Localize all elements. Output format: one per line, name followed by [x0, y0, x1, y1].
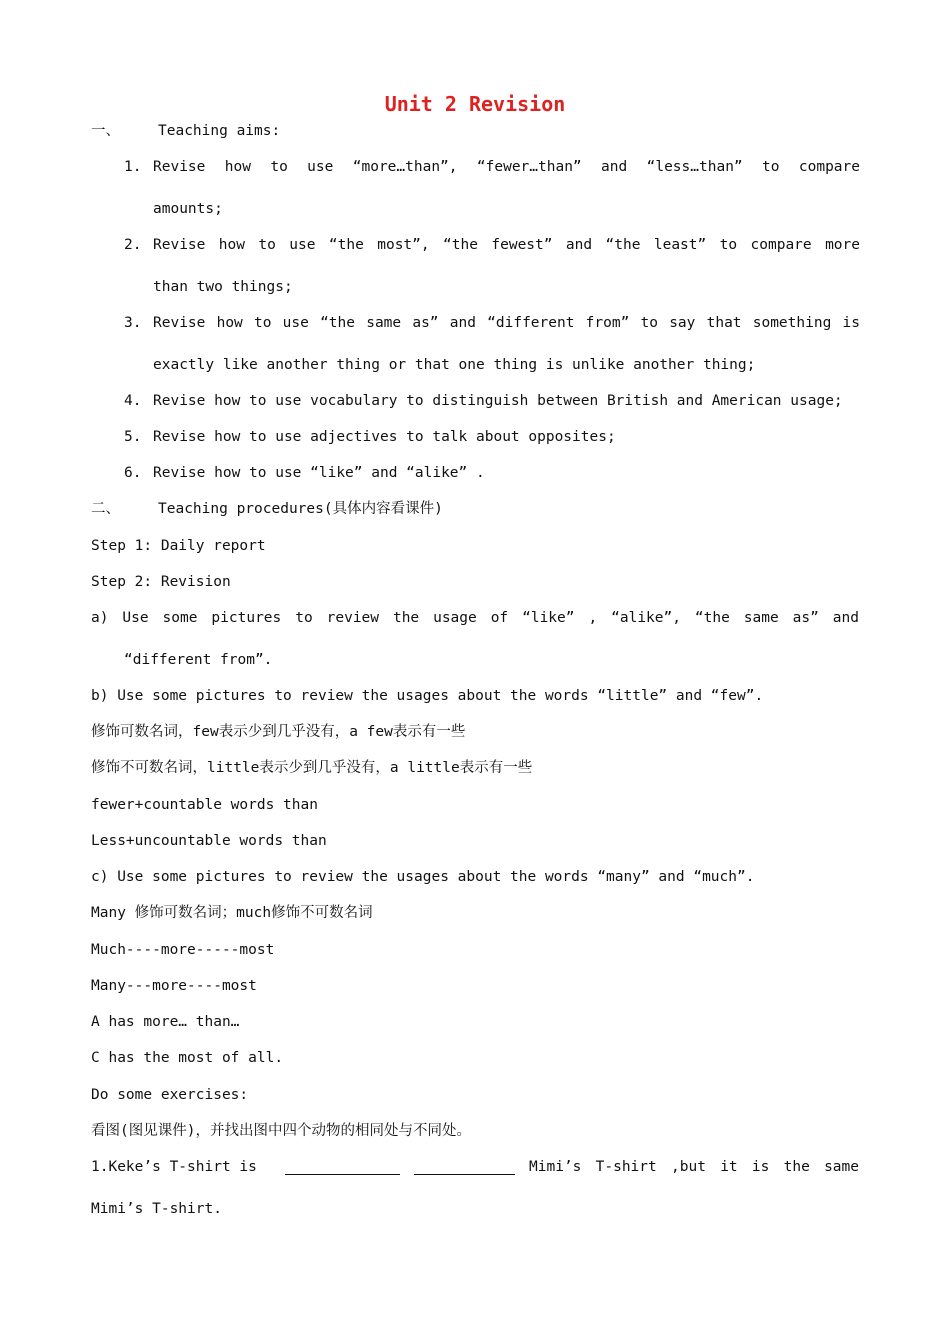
note-little: 修饰不可数名词，little表示少到几乎没有，a little表示有一些 — [91, 760, 533, 776]
aim-text: Revise how to use “like” and “alike” . — [153, 465, 485, 481]
section-1-number: 一、 — [91, 123, 120, 139]
aim-text: Revise how to use “the most”, “the fewest” and “the least” to compare more — [153, 237, 860, 253]
aim-number: 5. — [124, 429, 142, 445]
aim-text: Revise how to use “the same as” and “different from” to say that something is — [153, 315, 860, 331]
step-a-line: a) Use some pictures to review the usage of “like” , “alike”, “the same as” and — [91, 610, 859, 626]
exercise-1-mid: Mimi’s T-shirt ,but it is the same — [529, 1159, 859, 1175]
exercise-1-cont: Mimi’s T-shirt. — [91, 1201, 222, 1217]
aim-text-cont: amounts; — [153, 201, 223, 217]
rule-much: Much----more-----most — [91, 942, 275, 958]
aim-text: Revise how to use “more…than”, “fewer…than” and “less…than” to compare — [153, 159, 860, 175]
step-a-line-cont: “different from”. — [124, 652, 273, 668]
answer-blank-2[interactable] — [414, 1160, 515, 1175]
exercise-instruction: 看图(图见课件)，并找出图中四个动物的相同处与不同处。 — [91, 1123, 471, 1139]
section-2-heading: Teaching procedures(具体内容看课件) — [158, 501, 443, 517]
answer-blank-1[interactable] — [285, 1160, 400, 1175]
aim-text: Revise how to use adjectives to talk about opposites; — [153, 429, 616, 445]
rule-many: Many---more----most — [91, 978, 257, 994]
step-b-line: b) Use some pictures to review the usages about the words “little” and “few”. — [91, 688, 764, 704]
step-2: Step 2: Revision — [91, 574, 231, 590]
exercise-1-start: 1.Keke’s T-shirt is — [91, 1159, 257, 1175]
step-1: Step 1: Daily report — [91, 538, 266, 554]
aim-text-cont: than two things; — [153, 279, 293, 295]
aim-number: 4. — [124, 393, 142, 409]
rule-fewer: fewer+countable words than — [91, 797, 318, 813]
aim-text-cont: exactly like another thing or that one thing is unlike another thing; — [153, 357, 756, 373]
example-c: C has the most of all. — [91, 1050, 284, 1066]
step-c-line: c) Use some pictures to review the usages about the words “many” and “much”. — [91, 869, 755, 885]
note-few: 修饰可数名词，few表示少到几乎没有，a few表示有一些 — [91, 724, 466, 740]
example-a: A has more… than… — [91, 1014, 240, 1030]
exercise-heading: Do some exercises: — [91, 1087, 249, 1103]
note-many-much: Many 修饰可数名词；much修饰不可数名词 — [91, 905, 373, 921]
aim-number: 6. — [124, 465, 142, 481]
section-1-heading: Teaching aims: — [158, 123, 281, 139]
aim-number: 3. — [124, 315, 142, 331]
rule-less: Less+uncountable words than — [91, 833, 327, 849]
aim-text: Revise how to use vocabulary to distinguish between British and American usage; — [153, 393, 843, 409]
aim-number: 2. — [124, 237, 142, 253]
aim-number: 1. — [124, 159, 142, 175]
page-title: Unit 2 Revision — [384, 92, 566, 116]
section-2-number: 二、 — [91, 501, 120, 517]
